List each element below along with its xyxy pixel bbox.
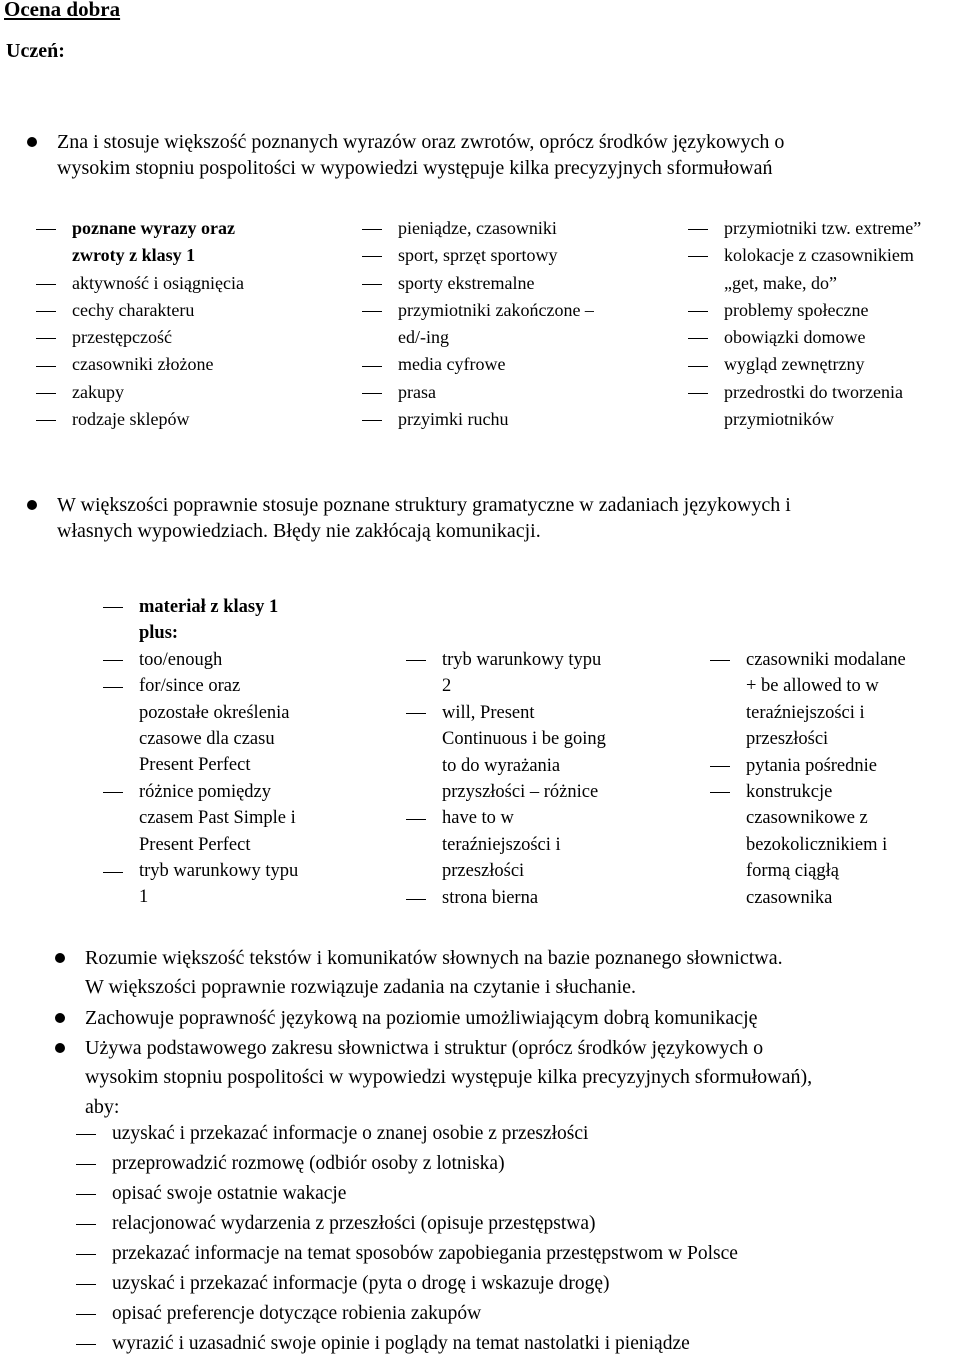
dash-mark	[76, 1194, 96, 1195]
vocab-item: pieniądze, czasowniki	[398, 218, 557, 238]
dash-mark	[362, 393, 382, 394]
bullet-dot	[55, 1043, 65, 1053]
grammar-item: materiał z klasy 1	[139, 597, 279, 617]
bullet-dot	[27, 500, 37, 510]
vocab-item: przyimki ruchu	[398, 409, 509, 430]
bullet-dot	[27, 137, 37, 147]
vocab-item: przymiotniki zakończone –	[398, 299, 594, 320]
bullet-dot	[55, 1013, 65, 1023]
grammar-item: pytania pośrednie	[746, 755, 877, 776]
vocab-item: zwroty z klasy 1	[72, 245, 196, 266]
vocab-item: przedrostki do tworzenia	[724, 381, 903, 402]
dash-mark	[36, 311, 56, 312]
grammar-item: for/since oraz	[139, 676, 241, 697]
task-item: wyrazić i uzasadnić swoje opinie i poglądy na temat nastolatki i pieniądze	[112, 1333, 690, 1354]
dash-mark	[103, 687, 123, 688]
grammar-item: tryb warunkowy typu	[442, 650, 602, 670]
dash-mark	[76, 1164, 96, 1165]
vocab-item: przymiotniki tzw. extreme”	[724, 218, 922, 238]
bullet-dot	[55, 953, 65, 963]
dash-mark	[36, 393, 56, 394]
paragraph-line: aby:	[85, 1096, 120, 1118]
dash-mark	[406, 819, 426, 820]
grammar-item: 1	[139, 887, 149, 908]
dash-mark	[76, 1254, 96, 1255]
vocab-item: rodzaje sklepów	[72, 409, 190, 430]
grammar-item: przyszłości – różnice	[442, 782, 599, 803]
paragraph-line: wysokim stopniu pospolitości w wypowiedzi występuje kilka precyzyjnych sformułowań),	[85, 1066, 813, 1088]
grammar-item: tryb warunkowy typu	[139, 861, 299, 882]
dash-mark	[710, 766, 730, 767]
grammar-item: konstrukcje	[746, 782, 833, 803]
dash-mark	[688, 338, 708, 339]
grammar-item: to do wyrażania	[442, 755, 561, 776]
grammar-item: 2	[442, 676, 452, 697]
grammar-item: strona bierna	[442, 887, 539, 908]
dash-mark	[76, 1344, 96, 1345]
grammar-item: will, Present	[442, 702, 535, 723]
vocab-item: „get, make, do”	[724, 272, 837, 293]
grammar-item: przeszłości	[442, 861, 525, 882]
task-item: uzyskać i przekazać informacje o znanej osobie z przeszłości	[112, 1123, 589, 1144]
grammar-item: too/enough	[139, 649, 223, 670]
vocab-item: problemy społeczne	[724, 299, 869, 320]
dash-mark	[362, 420, 382, 421]
dash-mark	[36, 338, 56, 339]
grammar-item: czasowniki modalane	[746, 650, 906, 670]
grammar-item: plus:	[139, 623, 179, 644]
task-item: opisać preferencje dotyczące robienia zakupów	[112, 1303, 482, 1324]
dash-mark	[688, 229, 708, 230]
grammar-item: przeszłości	[746, 729, 829, 750]
grammar-item: różnice pomiędzy	[139, 781, 272, 802]
grammar-item: czasem Past Simple i	[139, 808, 296, 829]
dash-mark	[362, 229, 382, 230]
grammar-item: bezokolicznikiem i	[746, 834, 888, 855]
task-item: przeprowadzić rozmowę (odbiór osoby z lotniska)	[112, 1153, 505, 1174]
dash-mark	[76, 1224, 96, 1225]
task-item: przekazać informacje na temat sposobów zapobiegania przestępstwom w Polsce	[112, 1243, 738, 1264]
vocab-item: poznane wyrazy oraz	[72, 218, 235, 238]
vocab-item: czasowniki złożone	[72, 354, 214, 375]
dash-mark	[688, 256, 708, 257]
vocab-item: kolokacje z czasownikiem	[724, 245, 914, 266]
dash-mark	[406, 660, 426, 661]
task-item: uzyskać i przekazać informacje (pyta o drogę i wskazuje drogę)	[112, 1273, 610, 1294]
dash-mark	[406, 713, 426, 714]
dash-mark	[710, 660, 730, 661]
vocab-item: cechy charakteru	[72, 299, 195, 320]
task-item: relacjonować wydarzenia z przeszłości (opisuje przestępstwa)	[112, 1213, 596, 1234]
dash-mark	[362, 311, 382, 312]
page-heading: Ocena dobra	[4, 0, 121, 21]
grammar-item: czasowe dla czasu	[139, 729, 275, 750]
paragraph-line: Zachowuje poprawność językową na poziomie umożliwiającym dobrą komunikację	[85, 1007, 758, 1029]
vocab-item: prasa	[398, 381, 436, 402]
vocab-item: sport, sprzęt sportowy	[398, 245, 558, 266]
dash-mark	[76, 1314, 96, 1315]
vocab-item: przymiotników	[724, 409, 834, 430]
dash-mark	[362, 256, 382, 257]
dash-mark	[36, 420, 56, 421]
dash-mark	[406, 899, 426, 900]
vocab-item: obowiązki domowe	[724, 327, 866, 348]
student-label: Uczeń:	[6, 40, 65, 62]
paragraph-line: Używa podstawowego zakresu słownictwa i struktur (oprócz środków językowych o	[85, 1037, 764, 1059]
grammar-item: Present Perfect	[139, 834, 251, 855]
grammar-item: czasownika	[746, 887, 833, 908]
task-item: opisać swoje ostatnie wakacje	[112, 1183, 347, 1204]
dash-mark	[710, 792, 730, 793]
dash-mark	[362, 366, 382, 367]
grammar-item: teraźniejszości i	[442, 834, 561, 855]
grammar-item: formą ciągłą	[746, 861, 839, 882]
vocab-item: wygląd zewnętrzny	[724, 354, 865, 375]
dash-mark	[103, 660, 123, 661]
grammar-item: have to w	[442, 808, 514, 829]
paragraph-line: wysokim stopniu pospolitości w wypowiedzi występuje kilka precyzyjnych sformułowań	[57, 157, 773, 179]
paragraph-line: Rozumie większość tekstów i komunikatów słownych na bazie poznanego słownictwa.	[85, 947, 783, 969]
dash-mark	[36, 229, 56, 230]
paragraph-line: własnych wypowiedziach. Błędy nie zakłócają komunikacji.	[57, 520, 541, 542]
vocab-item: aktywność i osiągnięcia	[72, 272, 244, 293]
dash-mark	[688, 366, 708, 367]
grammar-item: teraźniejszości i	[746, 702, 865, 723]
grammar-item: pozostałe określenia	[139, 702, 290, 723]
dash-mark	[688, 393, 708, 394]
vocab-item: media cyfrowe	[398, 354, 506, 375]
vocab-item: przestępczość	[72, 327, 172, 348]
dash-mark	[103, 607, 123, 608]
dash-mark	[36, 366, 56, 367]
dash-mark	[362, 284, 382, 285]
paragraph-line: Zna i stosuje większość poznanych wyrazów oraz zwrotów, oprócz środków językowych o	[57, 131, 785, 153]
grammar-item: Present Perfect	[139, 755, 251, 776]
vocab-item: zakupy	[72, 381, 124, 402]
dash-mark	[36, 284, 56, 285]
vocab-item: ed/-ing	[398, 327, 449, 348]
dash-mark	[103, 792, 123, 793]
paragraph-line: W większości poprawnie rozwiązuje zadania na czytanie i słuchanie.	[85, 976, 637, 998]
vocab-item: sporty ekstremalne	[398, 272, 535, 293]
dash-mark	[76, 1134, 96, 1135]
dash-mark	[103, 872, 123, 873]
dash-mark	[688, 311, 708, 312]
grammar-item: czasownikowe z	[746, 808, 868, 829]
grammar-item: + be allowed to w	[746, 676, 879, 697]
grammar-item: Continuous i be going	[442, 729, 606, 750]
paragraph-line: W większości poprawnie stosuje poznane struktury gramatyczne w zadaniach językowych i	[57, 494, 791, 516]
dash-mark	[76, 1284, 96, 1285]
